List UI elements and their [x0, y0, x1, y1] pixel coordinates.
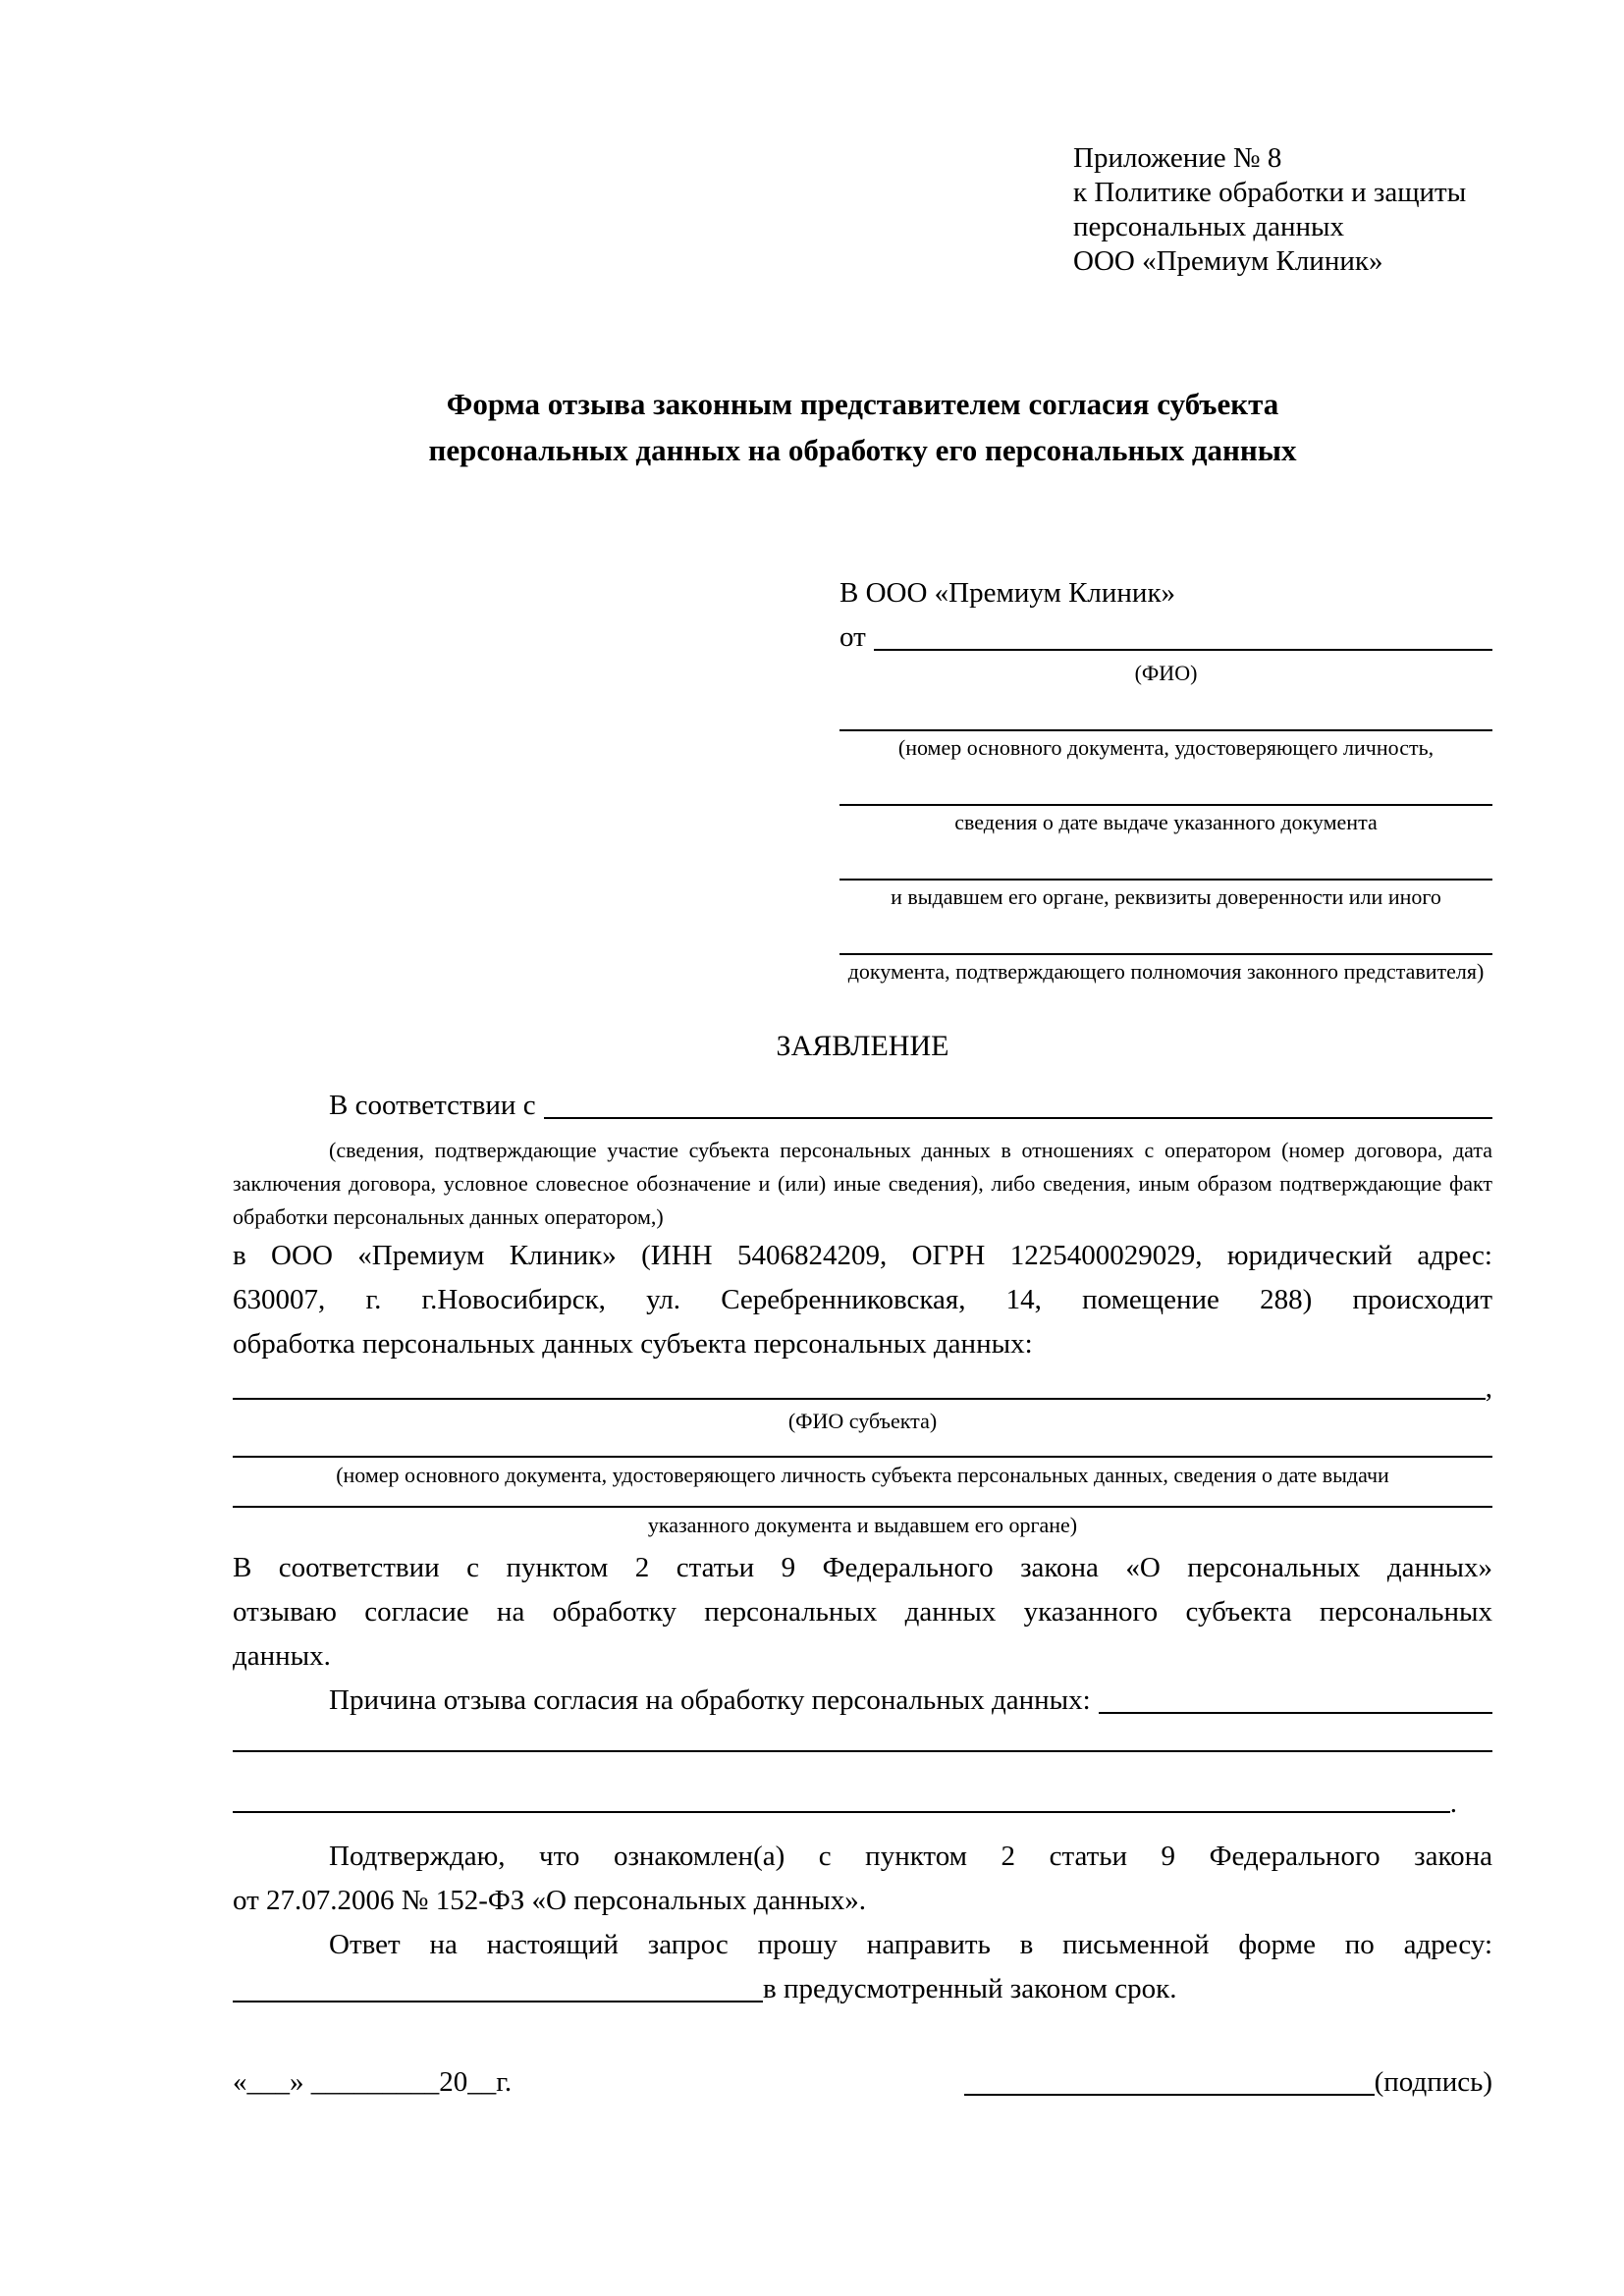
blank-line [233, 1750, 1492, 1752]
appendix-line: к Политике обработки и защиты [1073, 177, 1467, 208]
blank-line [964, 2093, 1375, 2096]
addressee-org: В ООО «Премиум Клиник» [839, 577, 1176, 609]
accordance-caption [233, 1134, 1492, 1234]
operator-paragraph [233, 1234, 1492, 1366]
paragraph-line: от 27.07.2006 № 152-ФЗ «О персональных данных». [233, 1885, 867, 1916]
paragraph-line: в ООО «Премиум Клиник» (ИНН 5406824209, ОГРН 1225400029029, юридический адрес: [233, 1240, 1492, 1271]
withdraw-paragraph [233, 1546, 1492, 1679]
trailing-period: . [1449, 1788, 1457, 1819]
document-content [233, 0, 1492, 2105]
representative-doc-field [839, 804, 1492, 835]
reply-paragraph [233, 1923, 1492, 1967]
blank-line [874, 648, 1492, 651]
paragraph-line: Подтверждаю, что ознакомлен(а) с пунктом 2 статьи 9 Федерального закона [329, 1841, 1492, 1872]
title-line: Форма отзыва законным представителем согласия субъекта [446, 387, 1279, 421]
signature-field [964, 2060, 1492, 2105]
blank-line [544, 1116, 1492, 1119]
appendix-note [1073, 141, 1492, 279]
fio-subject-caption: (ФИО субъекта) [787, 1409, 938, 1433]
in-accordance-label: В соответствии с [329, 1090, 536, 1121]
caption-line: (сведения, подтверждающие участие субъекта персональных данных в отношениях с оператором (номер договора, дата [329, 1138, 1492, 1162]
address-field [233, 1967, 1492, 2011]
subject-doc-caption: (номер основного документа, удостоверяющего личность субъекта персональных данных, сведения о дате выдачи [336, 1463, 1389, 1487]
blank-line [233, 1506, 1492, 1508]
addressee-block [839, 571, 1492, 985]
fio-subject-field [233, 1368, 1492, 1408]
signature-caption: (подпись) [1374, 2066, 1492, 2098]
confirm-paragraph [233, 1835, 1492, 1923]
subject-doc-caption: указанного документа и выдавшем его органе) [647, 1513, 1078, 1537]
representative-doc-field [839, 879, 1492, 910]
paragraph-line: В соответствии с пунктом 2 статьи 9 Федерального закона «О персональных данных» [233, 1552, 1492, 1583]
blank-line [233, 1397, 1486, 1400]
from-field [839, 615, 1492, 660]
in-accordance-field [233, 1084, 1492, 1128]
caption-line: обработки персональных данных оператором,) [233, 1204, 664, 1229]
blank-line [839, 879, 1492, 881]
paragraph-line: отзываю согласие на обработку персональных данных указанного субъекта персональных [233, 1596, 1492, 1628]
blank-line [839, 953, 1492, 955]
blank-line [233, 2000, 763, 2002]
paragraph-line: обработка персональных данных субъекта персональных данных: [233, 1328, 1033, 1360]
appendix-line: ООО «Премиум Клиник» [1073, 245, 1383, 277]
appendix-line: персональных данных [1073, 211, 1345, 242]
reply-tail-label: в предусмотренный законом срок. [763, 1973, 1177, 2004]
field-caption: (номер основного документа, удостоверяющего личность, [897, 735, 1435, 760]
date-field: «___» _________20__г. [233, 2066, 513, 2098]
paragraph-line: данных. [233, 1640, 331, 1672]
blank-line [839, 729, 1492, 731]
blank-line [1099, 1711, 1492, 1714]
field-caption: сведения о дате выдаче указанного документа [954, 810, 1378, 834]
blank-line [839, 804, 1492, 806]
reason-label: Причина отзыва согласия на обработку персональных данных: [329, 1684, 1091, 1716]
blank-line [233, 1456, 1492, 1458]
representative-doc-field [839, 953, 1492, 985]
trailing-comma: , [1485, 1372, 1492, 1404]
caption-line: заключения договора, условное словесное обозначение и (или) иные сведения), либо сведения, иным образом подтверждающие факт [233, 1171, 1492, 1196]
representative-doc-field [839, 729, 1492, 761]
field-caption: документа, подтверждающего полномочия законного представителя) [847, 959, 1485, 984]
fio-caption: (ФИО) [1134, 661, 1198, 685]
signature-row [233, 2060, 1492, 2105]
statement-heading: ЗАЯВЛЕНИЕ [776, 1030, 949, 1062]
blank-line-with-period [233, 1786, 1492, 1821]
reason-field [233, 1679, 1492, 1723]
paragraph-line: 630007, г. г.Новосибирск, ул. Серебренниковская, 14, помещение 288) происходит [233, 1284, 1492, 1315]
document-title [233, 381, 1492, 473]
field-caption: и выдавшем его органе, реквизиты доверенности или иного [891, 884, 1441, 909]
paragraph-line: Ответ на настоящий запрос прошу направить в письменной форме по адресу: [329, 1929, 1492, 1960]
from-label: от [839, 621, 866, 653]
blank-line [233, 1810, 1450, 1813]
title-line: персональных данных на обработку его персональных данных [428, 433, 1297, 467]
appendix-line: Приложение № 8 [1073, 142, 1282, 174]
